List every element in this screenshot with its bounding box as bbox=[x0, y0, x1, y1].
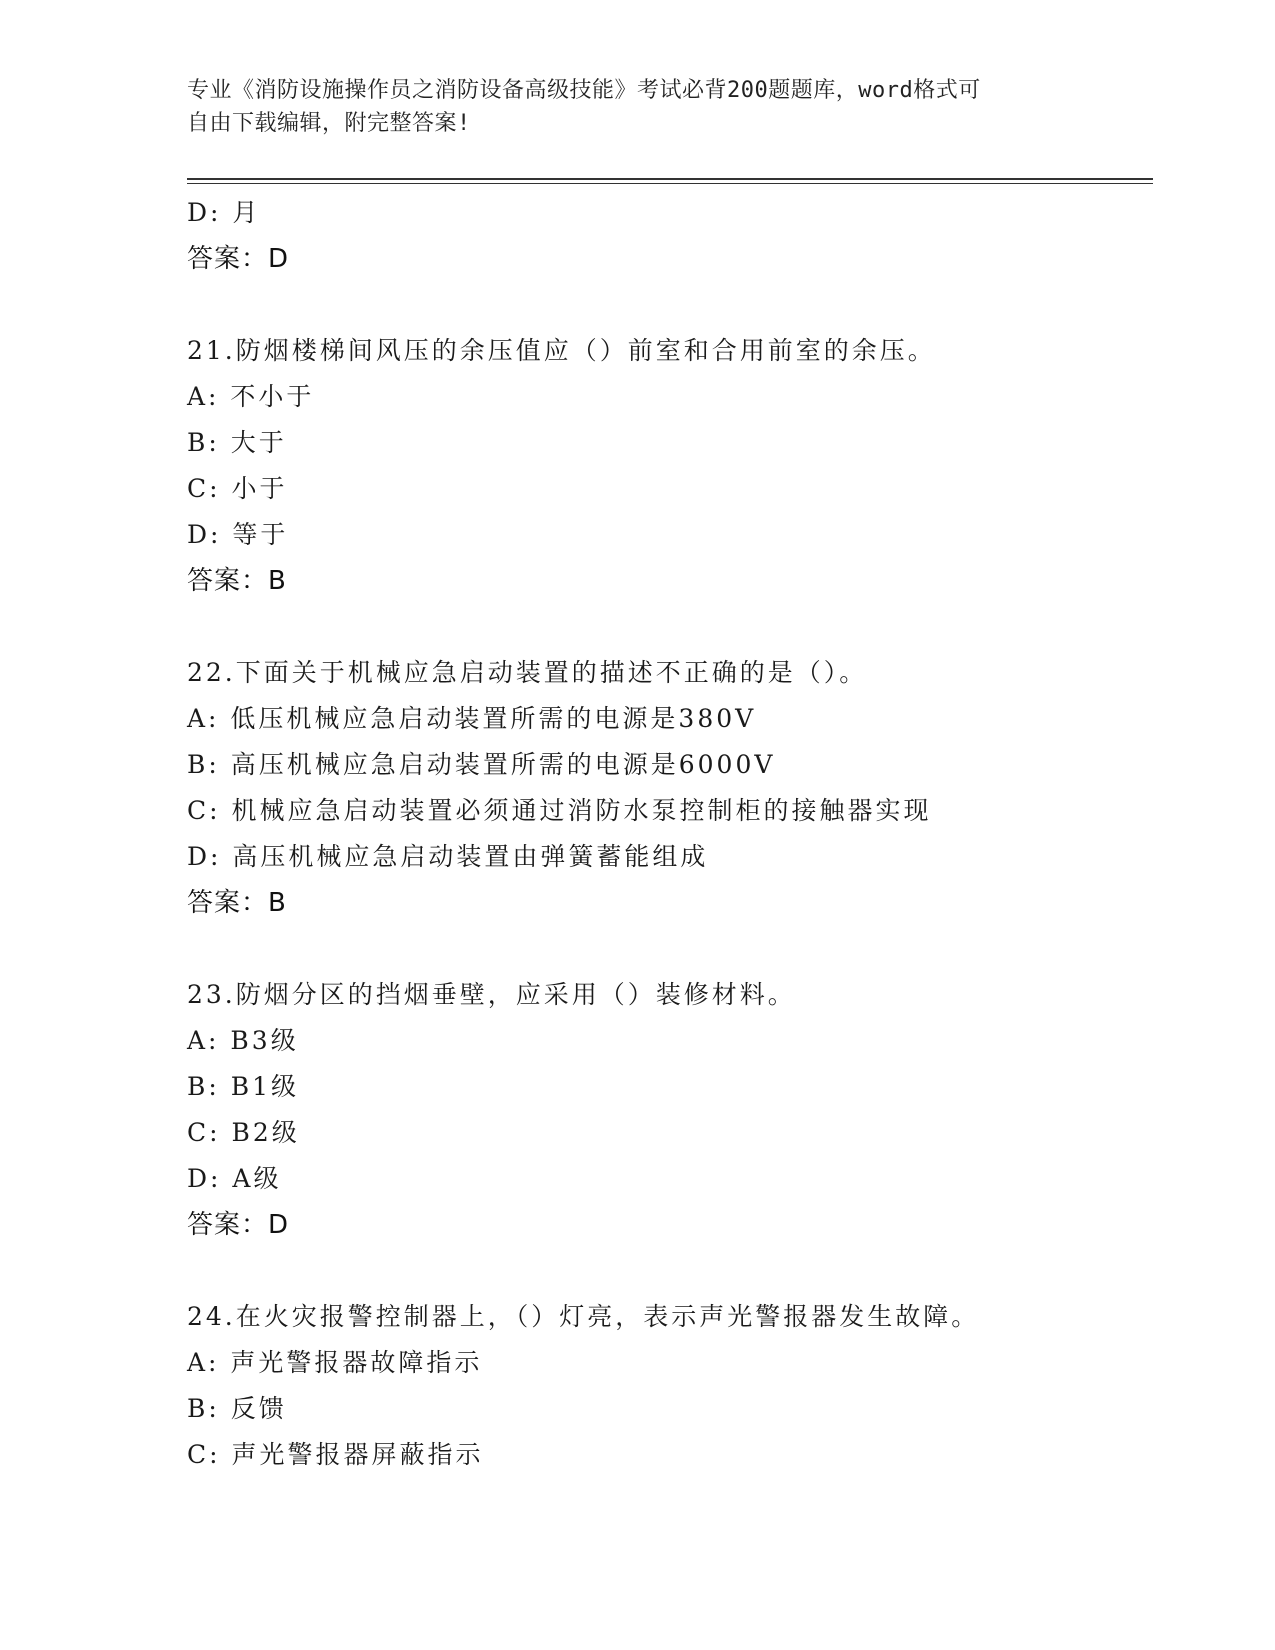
header-rule-thin bbox=[187, 183, 1153, 184]
answer: 答案：D bbox=[187, 1210, 290, 1240]
question-23 bbox=[187, 972, 1153, 1248]
question-stem: 22.下面关于机械应急启动装置的描述不正确的是（）。 bbox=[187, 658, 868, 687]
option-a: A: 低压机械应急启动装置所需的电源是380V bbox=[187, 704, 757, 733]
question-22 bbox=[187, 650, 1153, 926]
option-b: B: 反馈 bbox=[187, 1394, 287, 1423]
header-rule-thick bbox=[187, 178, 1153, 180]
answer: 答案：B bbox=[187, 888, 287, 918]
option-b: B: 高压机械应急启动装置所需的电源是6000V bbox=[187, 750, 776, 779]
option-d: D: A级 bbox=[187, 1164, 282, 1193]
document-header bbox=[187, 74, 1087, 140]
option-b: B: B1级 bbox=[187, 1072, 300, 1101]
question-stem: 23.防烟分区的挡烟垂壁，应采用（）装修材料。 bbox=[187, 980, 796, 1009]
option-b: B: 大于 bbox=[187, 428, 287, 457]
answer: 答案：B bbox=[187, 566, 287, 596]
option-a: A: B3级 bbox=[187, 1026, 299, 1055]
option-a: A: 不小于 bbox=[187, 382, 315, 411]
option-d: D: 高压机械应急启动装置由弹簧蓄能组成 bbox=[187, 842, 709, 871]
question-21 bbox=[187, 328, 1153, 604]
question-24 bbox=[187, 1294, 1153, 1478]
question-content bbox=[187, 190, 1153, 1478]
header-line-2: 自由下载编辑，附完整答案! bbox=[187, 111, 471, 136]
option-d: D: 月 bbox=[187, 198, 261, 227]
option-c: C: 机械应急启动装置必须通过消防水泵控制柜的接触器实现 bbox=[187, 796, 932, 825]
option-c: C: B2级 bbox=[187, 1118, 300, 1147]
option-d: D: 等于 bbox=[187, 520, 289, 549]
carry-over-block bbox=[187, 190, 1153, 282]
option-a: A: 声光警报器故障指示 bbox=[187, 1348, 483, 1377]
option-c: C: 声光警报器屏蔽指示 bbox=[187, 1440, 484, 1469]
option-c: C: 小于 bbox=[187, 474, 288, 503]
header-line-1: 专业《消防设施操作员之消防设备高级技能》考试必背200题题库，word格式可 bbox=[187, 78, 981, 103]
question-stem: 24.在火灾报警控制器上，（）灯亮，表示声光警报器发生故障。 bbox=[187, 1302, 980, 1331]
answer: 答案：D bbox=[187, 244, 290, 274]
question-stem: 21.防烟楼梯间风压的余压值应（）前室和合用前室的余压。 bbox=[187, 336, 936, 365]
